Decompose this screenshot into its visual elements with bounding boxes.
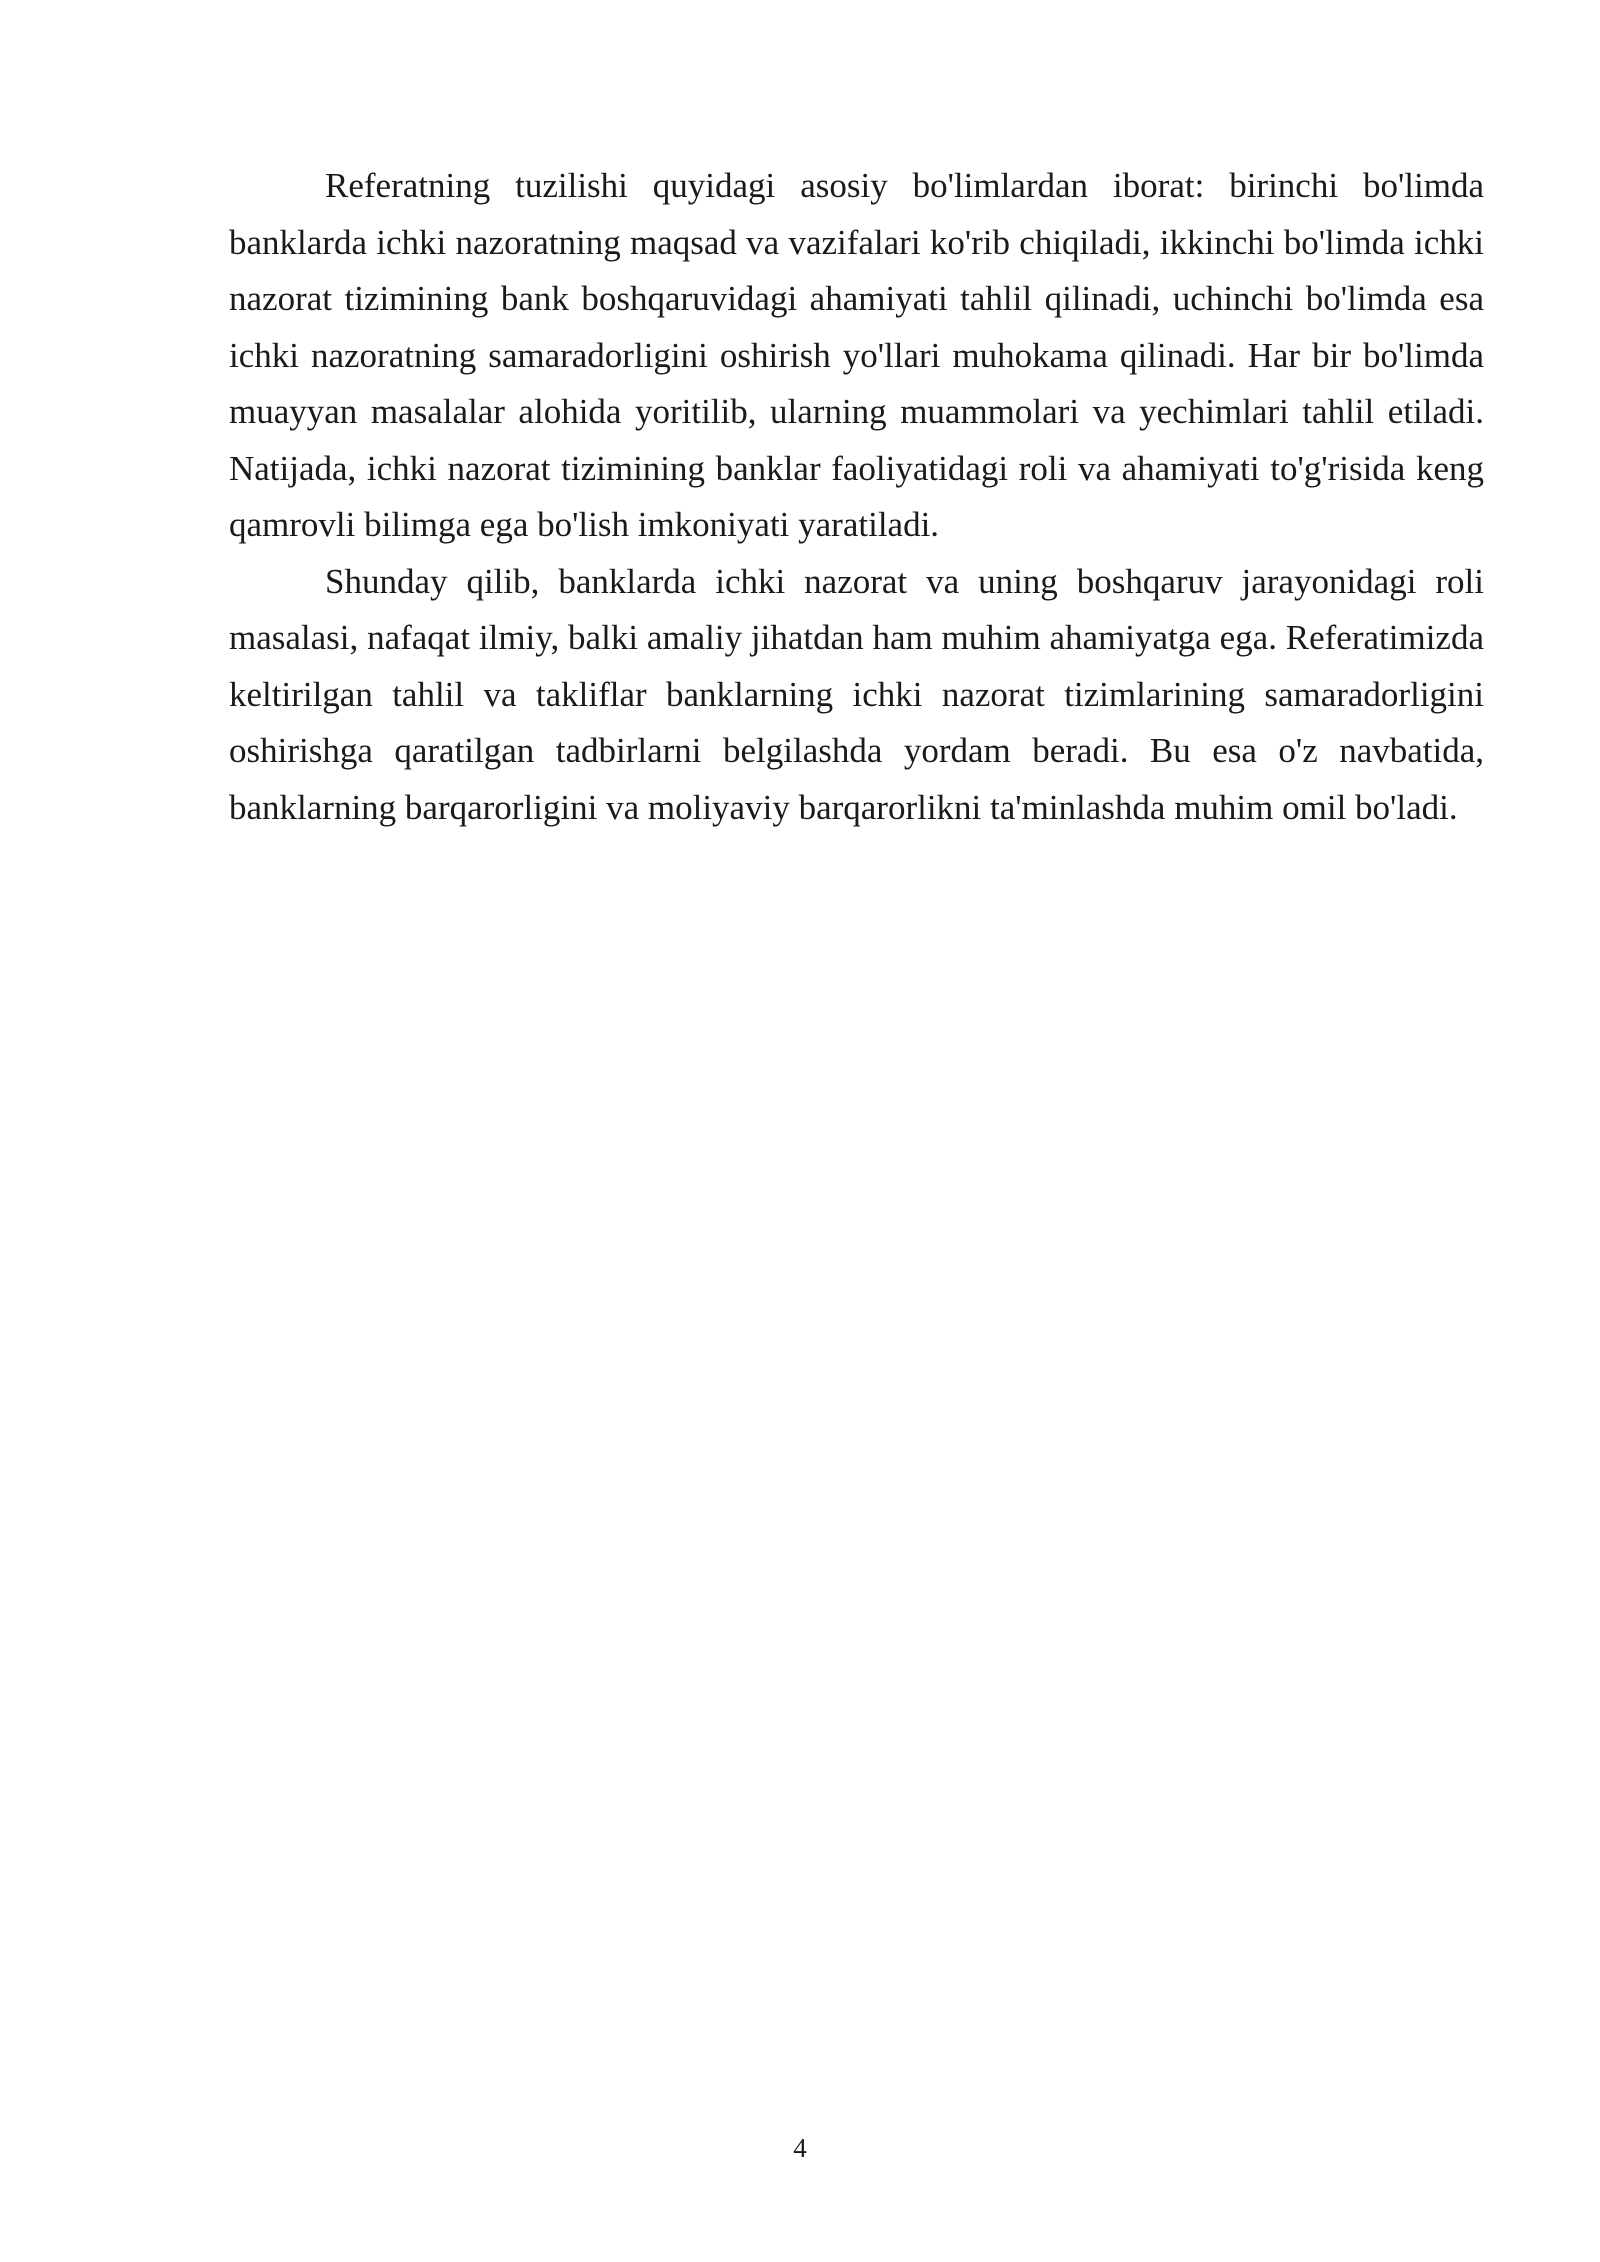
page-number: 4	[793, 2133, 807, 2163]
body-text	[229, 158, 1484, 836]
paragraph-conclusion: Shunday qilib, banklarda ichki nazorat va uning boshqaruv jarayonidagi roli masalasi, nafaqat ilmiy, balki amaliy jihatdan ham muhim ahamiyatga ega. Referatimizda keltirilgan tahlil va takliflar banklarning ichki nazorat tizimlarining samaradorligini oshirishga qaratilgan tadbirlarni belgilashda yordam beradi. Bu esa o'z navbatida, banklarning barqarorligini va moliyaviy barqarorlikni ta'minlashda muhim omil bo'ladi.	[229, 561, 1484, 827]
paragraph-structure: Referatning tuzilishi quyidagi asosiy bo'limlardan iborat: birinchi bo'limda banklarda ichki nazoratning maqsad va vazifalari ko'rib chiqiladi, ikkinchi bo'limda ichki nazorat tizimining bank boshqaruvidagi ahamiyati tahlil qilinadi, uchinchi bo'limda esa ichki nazoratning samaradorligini oshirish yo'llari muhokama qilinadi. Har bir bo'limda muayyan masalalar alohida yoritilib, ularning muammolari va yechimlari tahlil etiladi. Natijada, ichki nazorat tizimining banklar faoliyatidagi roli va ahamiyati to'g'risida keng qamrovli bilimga ega bo'lish imkoniyati yaratiladi.	[229, 166, 1484, 544]
